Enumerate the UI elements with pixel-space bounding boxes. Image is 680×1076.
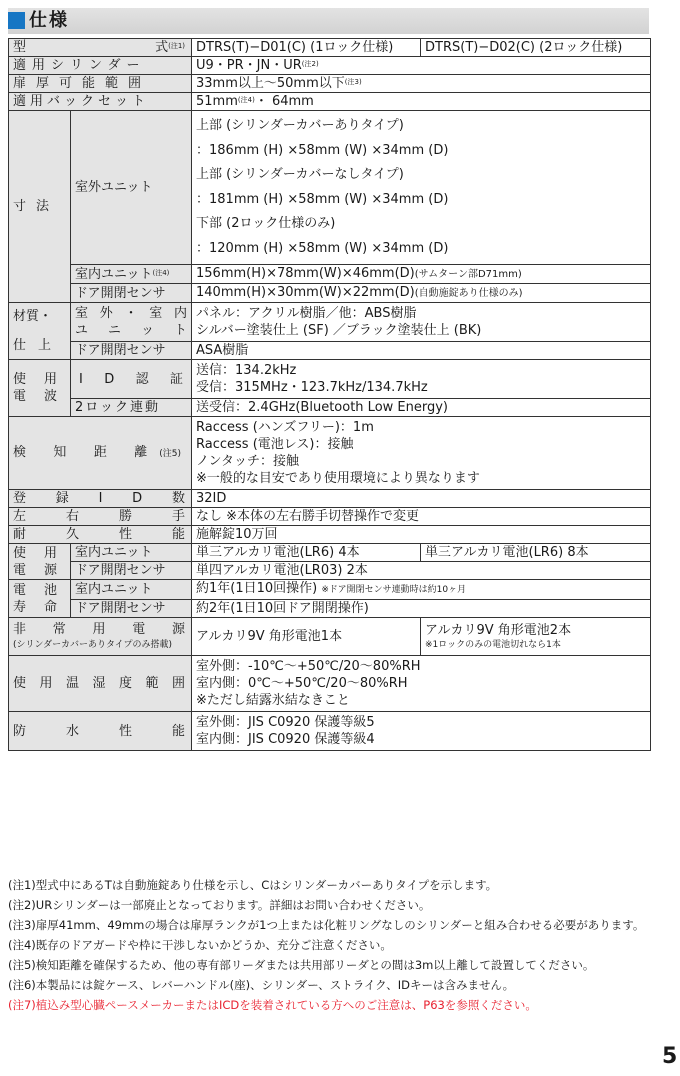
- footnote: (注6)本製品には錠ケース、レバーハンドル(座)、シリンダー、ストライク、IDキーは含みません。: [8, 978, 515, 992]
- backset-value: $51mm^{(注4)}$・ 64mm: [192, 93, 651, 111]
- registered-ids-value: 32ID: [192, 490, 651, 508]
- table-row: [9, 111, 651, 265]
- temperature-value: 室外側：-10℃〜+50℃/20〜80%RH 室内側：0℃〜+50℃/20〜80%RH ※ただし結露氷結なきこと: [192, 656, 651, 712]
- row-label-waterproof: 防 水 性 能: [9, 712, 192, 751]
- battery-indoor-value: 約1年(1日10回操作) ※ドア開閉センサ連動時は約10ヶ月: [192, 580, 651, 600]
- model-2lock: DTRS(T)−D02(C) (2ロック仕様): [421, 39, 651, 57]
- battery-indoor-label: 室内ユニット: [71, 580, 192, 600]
- row-label-backset: 適用バックセット: [9, 93, 192, 111]
- power-indoor-label: 室内ユニット: [71, 544, 192, 562]
- row-label-battery-life: 電 池 寿 命: [9, 580, 71, 618]
- section-header: [8, 8, 649, 34]
- model-1lock: DTRS(T)−D01(C) (1ロック仕様): [192, 39, 421, 57]
- dimensions-indoor-value: 156mm(H)×78mm(W)×46mm(D)(サムターン部D71mm): [192, 265, 651, 284]
- footnote: (注4)既存のドアガードや枠に干渉しないかどうか、充分ご注意ください。: [8, 938, 392, 952]
- row-label-power: 使 用 電 源: [9, 544, 71, 580]
- power-indoor-value-1lock: 単三アルカリ電池(LR6) 4本: [192, 544, 421, 562]
- table-row: [9, 712, 651, 751]
- table-row: [9, 360, 651, 399]
- table-row: [9, 600, 651, 618]
- row-label-durability: 耐 久 性 能: [9, 526, 192, 544]
- battery-sensor-value: 約2年(1日10回ドア開閉操作): [192, 600, 651, 618]
- door-thickness-value: 33mm以上〜50mm以下$^{(注3)}$: [192, 75, 651, 93]
- section-title: 仕様: [29, 10, 69, 31]
- footnote-warning: (注7)植込み型心臓ペースメーカーまたはICDを装着されている方へのご注意は、P63を参照ください。: [8, 998, 537, 1012]
- cylinder-value: U9・PR・JN・$UR^{(注2)}$: [192, 57, 651, 75]
- table-row: [9, 618, 651, 656]
- page-number: 5: [662, 1044, 678, 1069]
- row-label-dimensions: 寸 法: [9, 111, 71, 303]
- dimensions-indoor-label: 室内ユニット$^{(注4)}$: [71, 265, 192, 284]
- table-row: [9, 656, 651, 712]
- battery-sensor-label: ドア開閉センサ: [71, 600, 192, 618]
- table-row: [9, 93, 651, 111]
- radio-link-value: 送受信：2.4GHz(Bluetooth Low Energy): [192, 399, 651, 417]
- footnotes: [8, 877, 648, 1017]
- row-label-cylinder: 適用シリンダー: [9, 57, 192, 75]
- row-label-registered-ids: 登 録 I D 数: [9, 490, 192, 508]
- material-unit-value: パネル：アクリル樹脂／他：ABS樹脂 シルバー塗装仕上 (SF) ／ブラック塗装仕上 (BK): [192, 303, 651, 342]
- dimensions-sensor-label: ドア開閉センサ: [71, 284, 192, 303]
- waterproof-value: 室外側：JIS C0920 保護等級5 室内側：JIS C0920 保護等級4: [192, 712, 651, 751]
- table-row: [9, 526, 651, 544]
- table-row: [9, 57, 651, 75]
- table-row: [9, 508, 651, 526]
- section-marker-icon: [8, 12, 25, 29]
- footnote: (注3)扉厚41mm、49mmの場合は扉厚ランクが1つ上または化粧リングなしのシリンダーと組み合わせる必要があります。: [8, 918, 645, 932]
- table-row: [9, 303, 651, 342]
- table-row: [9, 75, 651, 93]
- table-row: [9, 544, 651, 562]
- table-row: [9, 399, 651, 417]
- radio-id-value: 送信：134.2kHz 受信：315MHz・123.7kHz/134.7kHz: [192, 360, 651, 399]
- radio-link-label: 2ロック連動: [71, 399, 192, 417]
- row-label-door-thickness: 扉厚可能範囲: [9, 75, 192, 93]
- row-label-emergency-power: 非 常 用 電 源 (シリンダーカバーありタイプのみ搭載): [9, 618, 192, 656]
- row-label-temperature: 使 用 温 湿 度 範 囲: [9, 656, 192, 712]
- footnote: (注1)型式中にあるTは自動施錠あり仕様を示し、Cはシリンダーカバーありタイプを示します。: [8, 878, 498, 892]
- row-label-detection-range: 検 知 距 離 (注5): [9, 417, 192, 490]
- footnote: (注5)検知距離を確保するため、他の専有部リーダまたは共用部リーダとの間は3m以上離して設置してください。: [8, 958, 595, 972]
- material-unit-label: 室 外 ・ 室 内 ユ ニ ッ ト: [71, 303, 192, 342]
- table-row: [9, 342, 651, 360]
- dimensions-sensor-value: 140mm(H)×30mm(W)×22mm(D)(自動施錠あり仕様のみ): [192, 284, 651, 303]
- row-label-model: 型 式$^{(注1)}$: [9, 39, 192, 57]
- footnote: (注2)URシリンダーは一部廃止となっております。詳細はお問い合わせください。: [8, 898, 431, 912]
- power-indoor-value-2lock: 単三アルカリ電池(LR6) 8本: [421, 544, 651, 562]
- table-row: [9, 580, 651, 600]
- power-sensor-value: 単四アルカリ電池(LR03) 2本: [192, 562, 651, 580]
- row-label-handing: 左 右 勝 手: [9, 508, 192, 526]
- emergency-power-2lock: アルカリ9V 角形電池2本 ※1ロックのみの電池切れなら1本: [421, 618, 651, 656]
- row-label-radio: 使 用 電 波: [9, 360, 71, 417]
- material-sensor-label: ドア開閉センサ: [71, 342, 192, 360]
- row-label-material: 材質・ 仕 上: [9, 303, 71, 360]
- table-row: [9, 39, 651, 57]
- table-row: [9, 562, 651, 580]
- material-sensor-value: ASA樹脂: [192, 342, 651, 360]
- table-row: [9, 417, 651, 490]
- emergency-power-1lock: アルカリ9V 角形電池1本: [192, 618, 421, 656]
- dimensions-outdoor-value: 上部 (シリンダーカバーありタイプ) ：186mm (H) ×58mm (W) ×34mm (D) 上部 (シリンダーカバーなしタイプ) ：181mm (H) ×58mm (W) ×34mm (D) 下部 (2ロック仕様のみ) ：120mm (H) ×58mm (W) ×34mm (D): [192, 111, 651, 265]
- table-row: [9, 490, 651, 508]
- detection-range-value: Raccess (ハンズフリー)：1m Raccess (電池レス)：接触 ノンタッチ：接触 ※一般的な目安であり使用環境により異なります: [192, 417, 651, 490]
- table-row: [9, 265, 651, 284]
- handing-value: なし ※本体の左右勝手切替操作で変更: [192, 508, 651, 526]
- spec-table: [8, 38, 651, 751]
- dimensions-outdoor-label: 室外ユニット: [71, 111, 192, 265]
- radio-id-label: I D 認 証: [71, 360, 192, 399]
- power-sensor-label: ドア開閉センサ: [71, 562, 192, 580]
- table-row: [9, 284, 651, 303]
- durability-value: 施解錠10万回: [192, 526, 651, 544]
